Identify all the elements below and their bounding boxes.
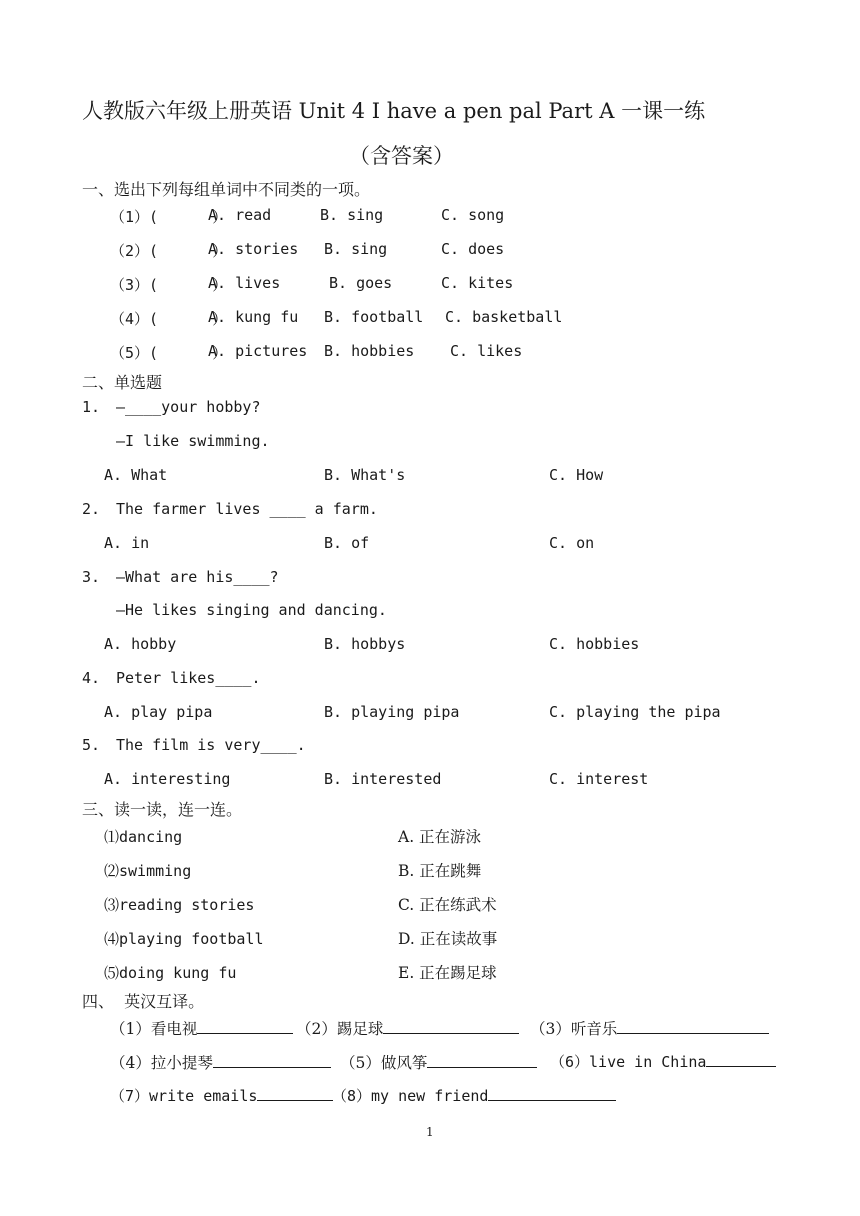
answer-blank-4[interactable] <box>213 1066 331 1068</box>
translate-item-2-label: （2）踢足球 <box>296 1020 384 1038</box>
q4-option-b: B. playing pipa <box>324 703 460 721</box>
q1-option-b: B. What's <box>324 466 406 484</box>
section-1-heading: 一、选出下列每组单词中不同类的一项。 <box>82 180 371 199</box>
q3-option-a: A. hobby <box>104 635 177 653</box>
answer-blank-1[interactable] <box>197 1032 293 1034</box>
q4-option-a: A. play pipa <box>104 703 213 721</box>
translate-item-6 <box>550 1051 776 1072</box>
s1-item-5-option-c: C. likes <box>450 342 523 360</box>
q4-line-1: Peter likes____. <box>116 669 261 687</box>
translate-item-5 <box>340 1051 537 1073</box>
s1-item-3-option-c: C. kites <box>441 274 514 292</box>
s1-item-2-option-a: A. stories <box>208 240 299 258</box>
q5-option-a: A. interesting <box>104 770 231 788</box>
match-left-3: ⑶reading stories <box>104 896 255 914</box>
document-title: 人教版六年级上册英语 Unit 4 I have a pen pal Part A 一课一练 <box>82 99 706 123</box>
s1-item-2-number: （2）( ） <box>110 242 228 260</box>
answer-blank-7[interactable] <box>257 1099 333 1101</box>
translate-item-7-label: （7）write emails <box>110 1087 258 1105</box>
q4-number: 4. <box>82 669 101 687</box>
q1-number: 1. <box>82 398 101 416</box>
q1-line-1: —____your hobby? <box>116 398 261 416</box>
q5-option-c: C. interest <box>549 770 649 788</box>
translate-item-4 <box>110 1051 331 1073</box>
s1-item-5-option-b: B. hobbies <box>324 342 415 360</box>
section-2-heading: 二、单选题 <box>82 373 163 392</box>
s1-item-1-option-a: A. read <box>208 206 272 224</box>
match-left-5: ⑸doing kung fu <box>104 964 237 982</box>
page-number: 1 <box>426 1125 434 1139</box>
translate-item-3 <box>530 1017 769 1039</box>
translate-item-2 <box>296 1017 519 1039</box>
q2-option-c: C. on <box>549 534 595 552</box>
match-right-e: E. 正在踢足球 <box>398 964 497 982</box>
translate-item-1 <box>110 1017 293 1039</box>
s1-item-4-number: （4）( ） <box>110 310 228 328</box>
translate-item-1-label: （1）看电视 <box>110 1020 198 1038</box>
q1-line-2: —I like swimming. <box>116 432 270 450</box>
match-right-c: C. 正在练武术 <box>398 896 497 914</box>
translate-item-8-label: （8）my new friend <box>332 1087 489 1105</box>
s1-item-5-number: （5）( ） <box>110 344 228 362</box>
q5-option-b: B. interested <box>324 770 442 788</box>
translate-item-7 <box>110 1085 333 1106</box>
match-left-4: ⑷playing football <box>104 930 264 948</box>
section-3-heading: 三、读一读，连一连。 <box>82 800 243 819</box>
match-left-1: ⑴dancing <box>104 828 183 846</box>
s1-item-4-option-c: C. basketball <box>445 308 563 326</box>
s1-item-2-option-c: C. does <box>441 240 505 258</box>
answer-blank-5[interactable] <box>427 1066 537 1068</box>
s1-item-2-option-b: B. sing <box>324 240 388 258</box>
s1-item-3-number: （3）( ） <box>110 276 228 294</box>
s1-item-5-option-a: A. pictures <box>208 342 308 360</box>
q3-option-c: C. hobbies <box>549 635 640 653</box>
q1-option-c: C. How <box>549 466 604 484</box>
translate-item-6-label: （6）live in China <box>550 1053 707 1071</box>
s1-item-3-option-a: A. lives <box>208 274 281 292</box>
translate-item-8 <box>332 1085 616 1106</box>
q4-option-c: C. playing the pipa <box>549 703 721 721</box>
match-right-d: D. 正在读故事 <box>398 930 498 948</box>
q2-number: 2. <box>82 500 101 518</box>
s1-item-1-number: （1）( ） <box>110 208 228 226</box>
match-right-b: B. 正在跳舞 <box>398 862 482 880</box>
s1-item-3-option-b: B. goes <box>329 274 393 292</box>
section-4-heading: 四、 英汉互译。 <box>82 992 205 1011</box>
q5-number: 5. <box>82 736 101 754</box>
answer-blank-3[interactable] <box>617 1032 769 1034</box>
q3-option-b: B. hobbys <box>324 635 406 653</box>
s1-item-1-option-b: B. sing <box>320 206 384 224</box>
translate-item-5-label: （5）做风筝 <box>340 1054 428 1072</box>
q2-option-b: B. of <box>324 534 370 552</box>
q5-line-1: The film is very____. <box>116 736 306 754</box>
translate-item-3-label: （3）听音乐 <box>530 1020 618 1038</box>
answer-blank-2[interactable] <box>383 1032 519 1034</box>
s1-item-4-option-b: B. football <box>324 308 424 326</box>
q3-line-2: —He likes singing and dancing. <box>116 601 387 619</box>
q2-option-a: A. in <box>104 534 150 552</box>
answer-blank-6[interactable] <box>706 1065 776 1067</box>
q3-line-1: —What are his____? <box>116 568 279 586</box>
q2-line-1: The farmer lives ____ a farm. <box>116 500 378 518</box>
q1-option-a: A. What <box>104 466 168 484</box>
s1-item-4-option-a: A. kung fu <box>208 308 299 326</box>
s1-item-1-option-c: C. song <box>441 206 505 224</box>
match-right-a: A. 正在游泳 <box>398 828 482 846</box>
q3-number: 3. <box>82 568 101 586</box>
match-left-2: ⑵swimming <box>104 862 192 880</box>
document-subtitle: （含答案） <box>349 144 454 168</box>
answer-blank-8[interactable] <box>488 1099 616 1101</box>
translate-item-4-label: （4）拉小提琴 <box>110 1054 213 1072</box>
